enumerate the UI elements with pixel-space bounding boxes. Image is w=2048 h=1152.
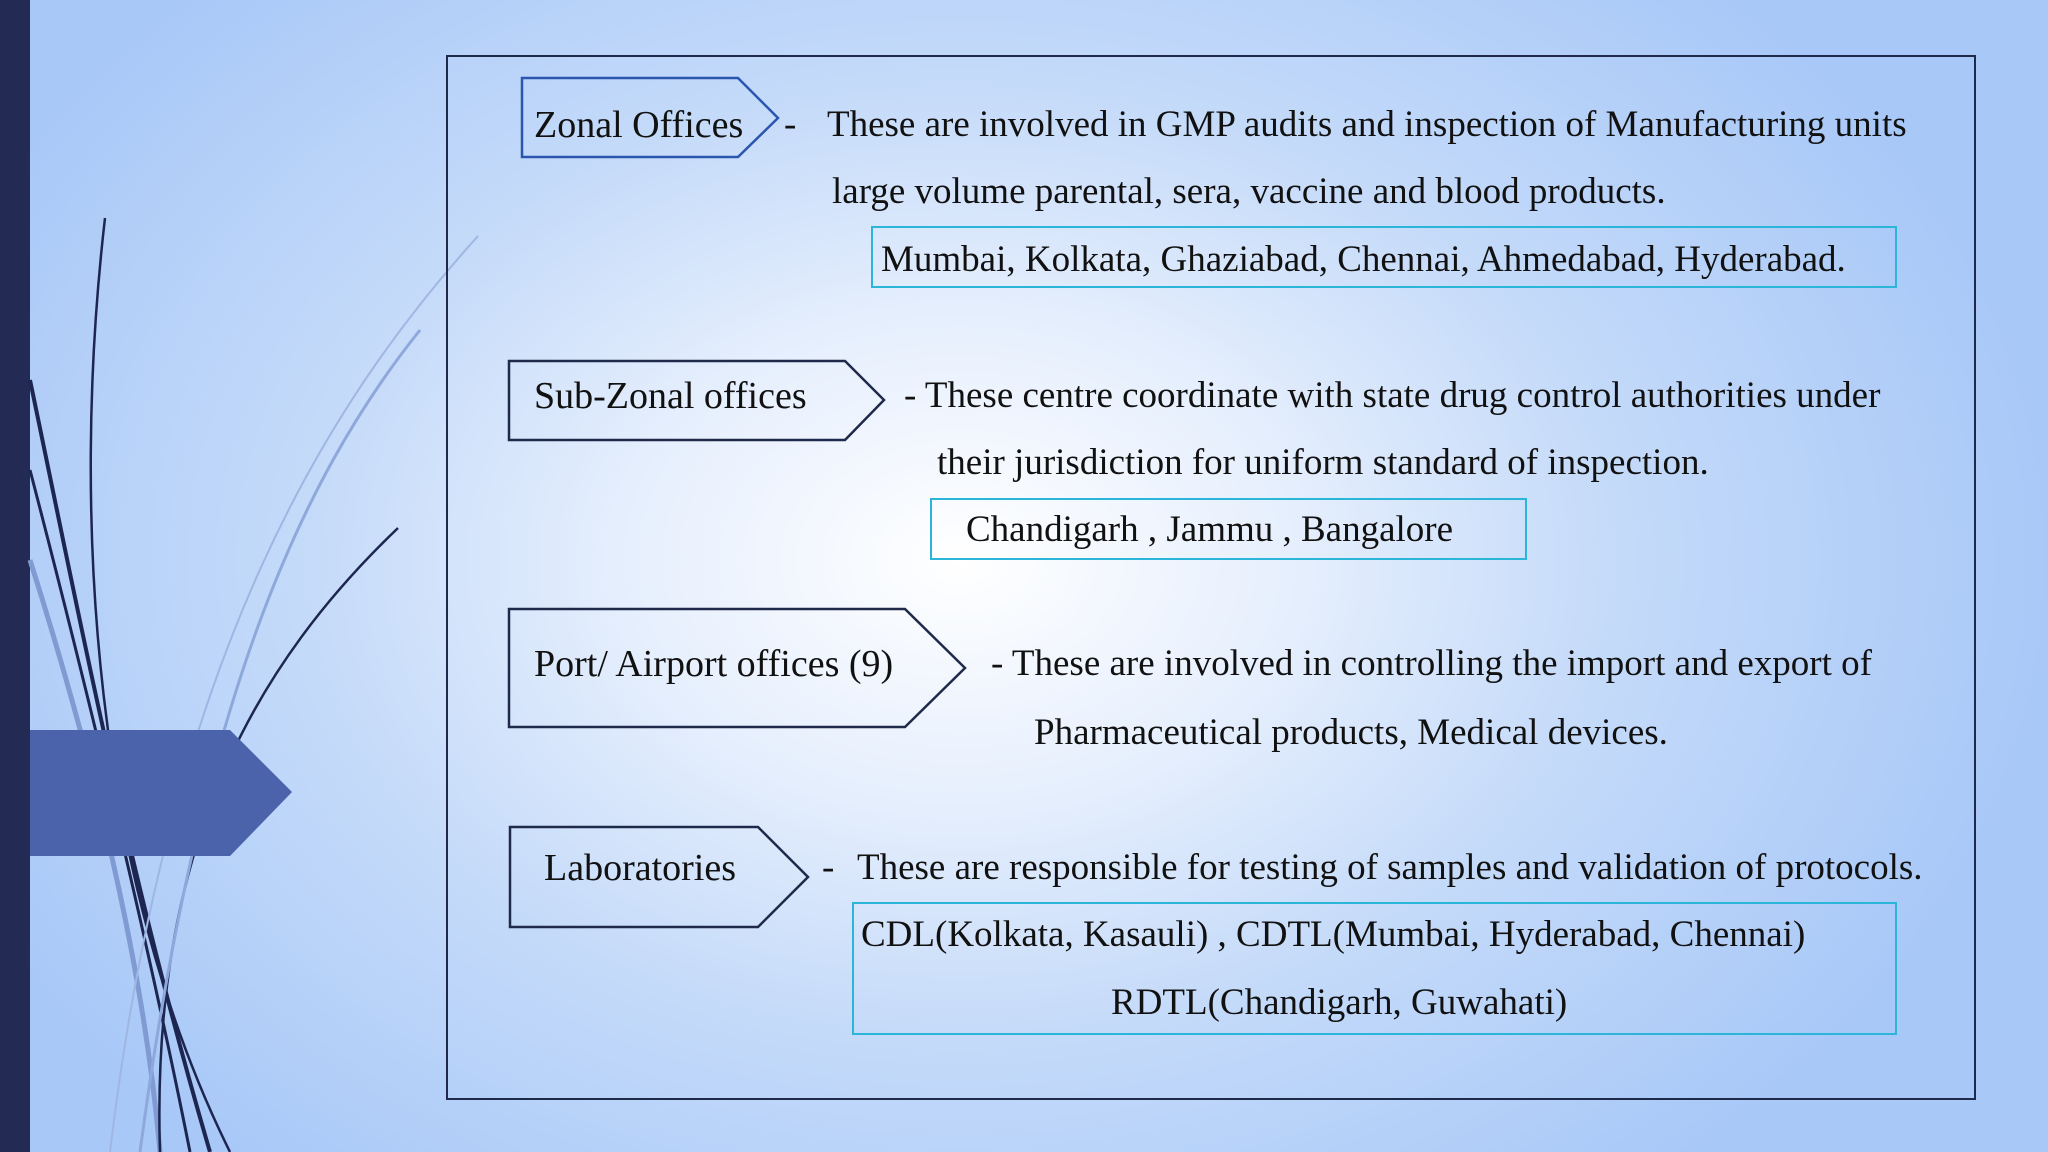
laboratories-desc-line1: These are responsible for testing of samples and validation of protocols.	[857, 847, 1923, 888]
port-offices-desc-line2: Pharmaceutical products, Medical devices.	[1034, 712, 1668, 753]
zonal-offices-desc-line1: These are involved in GMP audits and inspection of Manufacturing units	[827, 104, 1907, 145]
laboratories-list-line2: RDTL(Chandigarh, Guwahati)	[1111, 982, 1568, 1023]
laboratories-list-line1: CDL(Kolkata, Kasauli) , CDTL(Mumbai, Hyderabad, Chennai)	[861, 914, 1806, 955]
sub-zonal-offices-desc-line2: their jurisdiction for uniform standard of inspection.	[937, 442, 1709, 483]
port-offices-label: Port/ Airport offices (9)	[534, 643, 894, 685]
sub-zonal-offices-label: Sub-Zonal offices	[534, 375, 807, 417]
zonal-offices-label: Zonal Offices	[534, 104, 744, 146]
zonal-offices-dash: -	[784, 104, 797, 145]
zonal-offices-desc-line2: large volume parental, sera, vaccine and blood products.	[832, 171, 1666, 212]
laboratories-label: Laboratories	[544, 847, 737, 889]
sub-zonal-offices-cities: Chandigarh , Jammu , Bangalore	[966, 509, 1454, 550]
port-offices-desc-line1: - These are involved in controlling the import and export of	[991, 643, 1872, 684]
sub-zonal-offices-desc-line1: - These centre coordinate with state drug control authorities under	[904, 375, 1881, 416]
zonal-offices-cities: Mumbai, Kolkata, Ghaziabad, Chennai, Ahmedabad, Hyderabad.	[881, 239, 1846, 280]
laboratories-dash: -	[822, 847, 835, 888]
